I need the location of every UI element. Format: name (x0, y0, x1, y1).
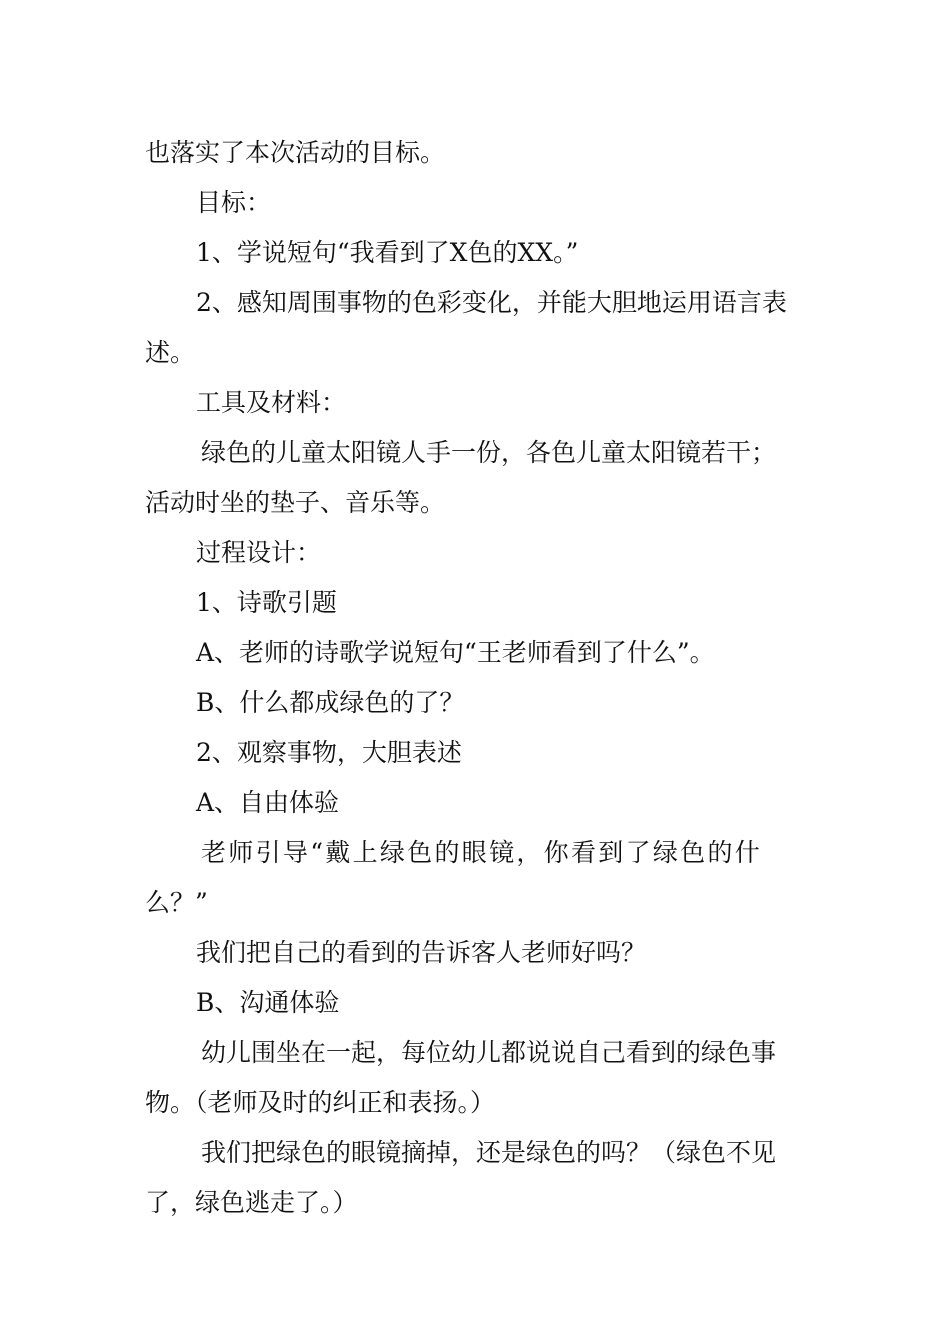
section-heading-materials: 工具及材料： (196, 388, 347, 417)
process-step-2b: B、沟通体验 (196, 988, 340, 1017)
communication-text: 幼儿围坐在一起，每位幼儿都说说自己看到的绿色事 (201, 1038, 777, 1067)
goal-item-1: 1、学说短句“我看到了X色的XX。” (196, 238, 579, 267)
section-heading-goals: 目标： (196, 188, 272, 217)
goal-item-2: 2、感知周围事物的色彩变化，并能大胆地运用语言表 (196, 288, 787, 317)
glasses-question-text: 我们把绿色的眼镜摘掉，还是绿色的吗？（绿色不见 (201, 1138, 777, 1167)
question-text: 我们把自己的看到的告诉客人老师好吗？ (196, 938, 647, 967)
process-step-1b: B、什么都成绿色的了？ (196, 688, 465, 717)
communication-text-continued: 物。（老师及时的纠正和表扬。） (145, 1088, 496, 1117)
process-step-1a: A、老师的诗歌学说短句“王老师看到了什么”。 (196, 638, 715, 667)
teacher-guide-text: 老师引导“戴上绿色的眼镜，你看到了绿色的什 (201, 838, 763, 867)
process-step-1: 1、诗歌引题 (196, 588, 337, 617)
process-step-2: 2、观察事物，大胆表述 (196, 738, 462, 767)
materials-text: 绿色的儿童太阳镜人手一份，各色儿童太阳镜若干； (201, 438, 777, 467)
glasses-question-text-continued: 了，绿色逃走了。） (145, 1188, 358, 1217)
section-heading-process: 过程设计： (196, 538, 322, 567)
paragraph-line: 也落实了本次活动的目标。 (145, 138, 446, 167)
materials-text-continued: 活动时坐的垫子、音乐等。 (145, 488, 446, 517)
document-body (145, 128, 810, 1228)
teacher-guide-text-continued: 么？” (145, 888, 208, 917)
process-step-2a: A、自由体验 (196, 788, 340, 817)
goal-item-2-continued: 述。 (145, 338, 196, 367)
